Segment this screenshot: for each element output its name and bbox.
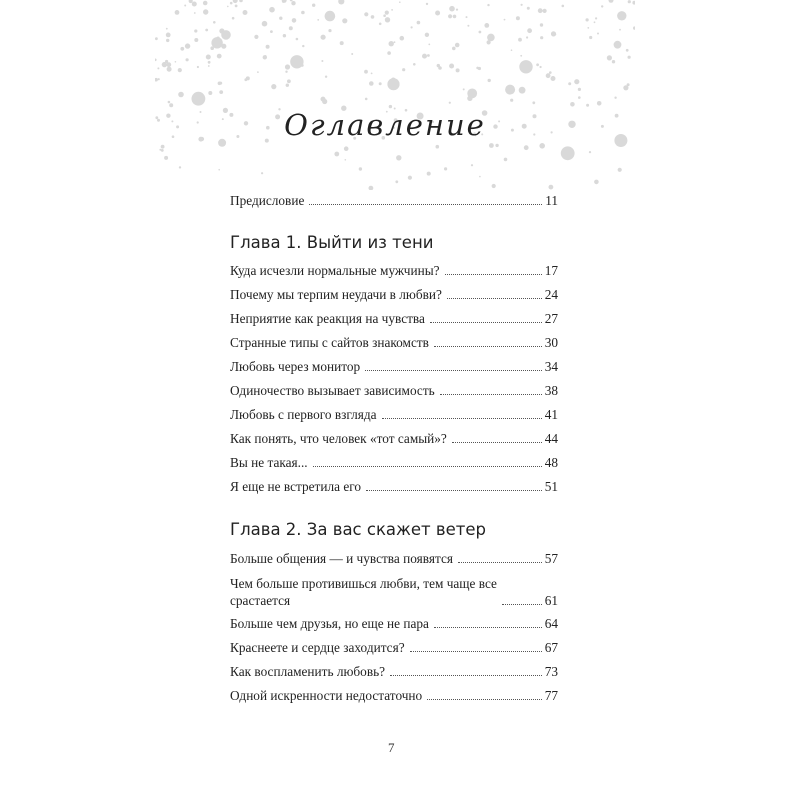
bubble (527, 7, 530, 10)
chapter-heading: Глава 1. Выйти из тени (230, 233, 434, 252)
bubble (340, 41, 344, 45)
bubble (387, 78, 399, 90)
toc-entry (230, 551, 558, 567)
bubble (619, 29, 621, 31)
bubble (219, 90, 223, 94)
toc-entry-page: 11 (545, 193, 558, 208)
bubble (321, 35, 326, 40)
dot-leader (410, 651, 542, 652)
toc-entry (230, 383, 558, 399)
bubble (208, 65, 210, 67)
toc-entry-page: 64 (544, 616, 558, 631)
bubble (601, 5, 603, 7)
bubble (325, 11, 336, 22)
bubble (213, 21, 216, 24)
toc-entry-page: 48 (544, 455, 558, 470)
toc-entry-title-continued: срастается (230, 593, 291, 608)
bubble (338, 0, 344, 4)
bubble (194, 12, 196, 14)
bubble (218, 169, 220, 171)
bubble (427, 54, 430, 57)
bubble (536, 63, 539, 66)
bubble (472, 94, 474, 96)
bubble (487, 4, 489, 6)
bubble (549, 185, 554, 190)
toc-entry-page: 44 (544, 431, 558, 446)
bubble (463, 88, 465, 90)
bubble (614, 134, 627, 147)
toc-entry-title: Краснеете и сердце заходится? (230, 640, 405, 655)
page-number: 7 (388, 740, 395, 755)
dot-leader (365, 370, 542, 371)
toc-entry (230, 616, 558, 632)
chapter-heading: Глава 2. За вас скажет ветер (230, 520, 487, 539)
bubble (467, 96, 472, 101)
bubble (487, 34, 495, 42)
bubble (628, 0, 631, 3)
bubble (519, 87, 526, 94)
bubble (345, 159, 347, 161)
bubble (166, 62, 171, 67)
bubble (285, 71, 287, 73)
bubble (291, 1, 295, 5)
bubble (549, 71, 552, 74)
toc-entry-title: Любовь через монитор (230, 359, 361, 374)
bubble (371, 15, 375, 19)
bubble (321, 60, 323, 62)
toc-entry-page: 57 (544, 551, 558, 566)
bubble (594, 180, 599, 185)
bubble (471, 164, 473, 166)
bubble (618, 168, 622, 172)
toc-entry-title: Как понять, что человек «тот самый»? (230, 431, 447, 446)
bubble (257, 71, 259, 73)
bubble (614, 41, 622, 49)
bubble (286, 84, 289, 87)
bubble (351, 53, 353, 55)
bubble (166, 39, 169, 42)
bubble (402, 68, 405, 71)
bubble (158, 78, 160, 80)
bubble (615, 114, 619, 118)
bubble (175, 61, 177, 63)
toc-entry-title: Любовь с первого взгляда (230, 407, 377, 422)
bubble (178, 92, 184, 98)
bubble (312, 3, 315, 6)
bubble (539, 143, 545, 149)
toc-entry (230, 263, 558, 279)
toc-entry-page: 51 (544, 479, 558, 494)
bubble (185, 43, 190, 48)
dot-leader (390, 675, 542, 676)
bubble (578, 96, 581, 99)
bubble (194, 38, 198, 42)
dot-leader (430, 322, 542, 323)
bubble (532, 101, 535, 104)
toc-entry-page: 34 (544, 359, 558, 374)
bubble (561, 146, 575, 160)
bubble (589, 36, 592, 39)
toc-entry-title: Одной искренности недостаточно (230, 688, 423, 703)
bubble (510, 99, 513, 102)
toc-entry (230, 688, 558, 704)
dot-leader (313, 466, 542, 467)
bubble (379, 82, 382, 85)
bubble (466, 16, 468, 18)
bubble (322, 99, 327, 104)
bubble (192, 2, 197, 7)
bubble (230, 2, 233, 5)
bubble (448, 14, 452, 18)
toc-entry (230, 431, 558, 447)
bubble (369, 81, 374, 86)
bubble (449, 102, 451, 104)
toc-entry-title: Почему мы терпим неудачи в любви? (230, 287, 442, 302)
dot-leader (452, 442, 542, 443)
bubble (261, 172, 263, 174)
bubble (179, 166, 181, 168)
bubble (359, 167, 362, 170)
toc-entry-title: Больше общения — и чувства появятся (230, 551, 453, 566)
bubble (217, 54, 222, 59)
bubble (597, 33, 599, 35)
bubble (271, 84, 276, 89)
bubble (302, 45, 304, 47)
toc-entry-title: Я еще не встретила его (230, 479, 361, 494)
bubble (189, 0, 193, 3)
bubble (270, 30, 273, 33)
bubble (543, 9, 547, 13)
bubble (325, 76, 327, 78)
bubble (527, 28, 532, 33)
bubble (586, 104, 589, 107)
bubble (516, 16, 520, 20)
bubble (540, 36, 543, 39)
toc-entry-page: 27 (544, 311, 558, 326)
dot-leader (458, 562, 542, 563)
bubble (371, 73, 373, 75)
bubble (290, 0, 293, 1)
bubble (455, 43, 460, 48)
toc-entry (230, 359, 558, 375)
toc-entry (230, 575, 558, 609)
toc-entry (230, 479, 558, 495)
bubble (254, 35, 258, 39)
toc-entry (230, 335, 558, 351)
toc-entry-page: 73 (544, 664, 558, 679)
toc-entry (230, 455, 558, 471)
bubble (292, 18, 297, 23)
bubble (609, 0, 614, 3)
toc-entry-page: 77 (544, 688, 558, 703)
bubble (570, 102, 575, 107)
bubble (394, 41, 396, 43)
dot-leader (440, 394, 542, 395)
bubble (435, 11, 440, 16)
bubble (239, 0, 243, 2)
bubble (505, 85, 515, 95)
bubble (344, 146, 349, 151)
dot-leader (447, 298, 542, 299)
bubble (426, 3, 428, 5)
bubble (317, 19, 319, 21)
toc-entry-title: Предисловие (230, 193, 305, 208)
bubble (387, 51, 391, 55)
bubble (467, 25, 469, 27)
bubble (161, 145, 165, 149)
bubble (217, 37, 220, 40)
bubble (155, 78, 158, 82)
bubble (206, 55, 211, 60)
bubble (444, 167, 447, 170)
bubble (587, 27, 589, 29)
bubble (614, 97, 616, 99)
page-title: Оглавление (284, 108, 486, 142)
bubble (301, 11, 305, 15)
toc-entry-title: Больше чем друзья, но еще не пара (230, 616, 429, 631)
bubble (175, 10, 180, 15)
bubble (562, 5, 565, 8)
bubble (574, 79, 579, 84)
bubble (400, 36, 405, 41)
bubble (227, 6, 229, 8)
toc-entry-title: Чем больше противишься любви, тем чаще все (230, 576, 497, 591)
bubble (518, 38, 522, 42)
bubble (342, 18, 347, 23)
bubble (449, 6, 455, 12)
bubble (235, 5, 238, 8)
bubble (389, 41, 394, 46)
bubble (413, 63, 416, 66)
toc-entry (230, 664, 558, 680)
bubble (159, 149, 161, 151)
bubble (597, 101, 602, 106)
bubble (266, 45, 270, 49)
bubble (178, 68, 182, 72)
dot-leader (309, 204, 542, 205)
bubble (364, 12, 368, 16)
bubble (520, 55, 522, 57)
bubble (208, 91, 212, 95)
bubble (578, 88, 581, 91)
bubble (546, 73, 551, 78)
bubble (589, 151, 591, 153)
toc-entry-page: 38 (544, 383, 558, 398)
toc-entry-title: Куда исчезли нормальные мужчины? (230, 263, 440, 278)
bubble (365, 98, 368, 101)
bubble (396, 155, 401, 160)
bubble (488, 79, 491, 82)
bubble (449, 64, 454, 69)
bubble (632, 1, 635, 5)
bubble (162, 62, 167, 67)
bubble (180, 47, 184, 51)
bubble (167, 67, 172, 72)
bubble (427, 172, 431, 176)
bubble (203, 9, 208, 14)
bubble (184, 5, 186, 7)
toc-entry (230, 311, 558, 327)
bubble (617, 11, 626, 20)
toc-entry (230, 407, 558, 423)
dot-leader (427, 699, 542, 700)
bubble (383, 14, 386, 17)
bubble (504, 19, 506, 21)
bubble (285, 64, 290, 69)
bubble (219, 82, 222, 85)
toc-entry-page: 30 (544, 335, 558, 350)
bubble (399, 1, 401, 3)
bubble (334, 152, 339, 157)
bubble (495, 144, 498, 147)
bubble (519, 60, 532, 73)
bubble (586, 18, 589, 21)
bubble (233, 0, 238, 3)
bubble (186, 58, 189, 61)
bubble (243, 10, 248, 15)
bubble (607, 55, 612, 60)
bubble (555, 34, 557, 36)
bubble (438, 66, 442, 70)
toc-entry-page: 17 (544, 263, 558, 278)
toc-entry-page: 41 (544, 407, 558, 422)
toc-entry-title: Неприятие как реакция на чувства (230, 311, 425, 326)
toc-entry-page: 24 (544, 287, 558, 302)
toc-entry-page: 67 (544, 640, 558, 655)
bubble (232, 17, 235, 20)
bubble (221, 30, 231, 40)
toc-entry-title-wrap (230, 575, 497, 609)
bubble (155, 59, 157, 62)
bubble (369, 186, 374, 190)
bubble (504, 158, 508, 162)
toc-entry (230, 640, 558, 656)
bubble (594, 21, 596, 23)
bubble (626, 49, 629, 52)
bubble (623, 85, 628, 90)
toc-entry-title: Вы не такая... (230, 455, 308, 470)
bubble-decoration (155, 0, 635, 190)
bubble (289, 26, 293, 30)
bubble (269, 7, 275, 13)
bubble (487, 40, 491, 44)
bubble (511, 49, 513, 51)
bubble (452, 47, 456, 51)
bubble (166, 28, 168, 30)
bubble (628, 56, 631, 59)
bubble (157, 67, 159, 69)
toc-entry-title: Одиночество вызывает зависимость (230, 383, 435, 398)
bubble (205, 29, 208, 32)
bubble (408, 176, 412, 180)
bubble (290, 55, 303, 68)
bubble (478, 67, 481, 70)
bubble (391, 9, 393, 11)
bubble (521, 4, 523, 6)
bubble (417, 21, 421, 25)
toc-entry-title: Как воспламенить любовь? (230, 664, 386, 679)
bubble (263, 55, 267, 59)
bubble (287, 79, 291, 83)
bubble (484, 23, 489, 28)
bubble (279, 17, 282, 20)
bubble (425, 33, 429, 37)
bubble (538, 8, 543, 13)
bubble (379, 23, 382, 26)
dot-leader (434, 346, 542, 347)
toc-entry-title: Странные типы с сайтов знакомств (230, 335, 429, 350)
dot-leader (445, 274, 542, 275)
bubble (296, 38, 299, 41)
bubble (246, 76, 250, 80)
bubble (169, 103, 173, 107)
bubble (208, 61, 211, 64)
bubble (364, 70, 368, 74)
toc-entry-preface (230, 193, 558, 209)
dot-leader (502, 604, 542, 605)
bubble (479, 176, 481, 178)
bubble (456, 9, 458, 11)
bubble (540, 66, 542, 68)
bubble (168, 101, 171, 104)
bubble (197, 66, 199, 68)
dot-leader (434, 627, 542, 628)
bubble (612, 60, 615, 63)
bubble (453, 15, 457, 19)
bubble (436, 145, 440, 149)
dot-leader (366, 490, 542, 491)
bubble (203, 1, 208, 6)
bubble (283, 34, 286, 37)
bubble (524, 145, 529, 150)
bubble (262, 21, 268, 27)
bubble (456, 68, 460, 72)
bubble (428, 44, 430, 46)
bubble (526, 36, 528, 38)
bubble (540, 23, 543, 26)
bubble (328, 29, 331, 32)
bubble (492, 184, 496, 188)
toc-entry (230, 287, 558, 303)
bubble (568, 82, 571, 85)
bubble (633, 26, 635, 29)
bubble (194, 29, 197, 32)
toc-entry-page: 61 (544, 593, 558, 608)
bubble (192, 92, 206, 106)
bubble (164, 156, 168, 160)
bubble (411, 26, 413, 28)
dot-leader (382, 418, 542, 419)
bubble (489, 143, 494, 148)
bubble (422, 54, 427, 59)
bubble (395, 180, 398, 183)
bubble (595, 17, 597, 19)
bubble (166, 33, 171, 38)
bubble (385, 17, 390, 22)
bubble (551, 76, 556, 81)
bubble (385, 11, 389, 15)
bubble (479, 31, 482, 34)
bubble (155, 37, 158, 40)
